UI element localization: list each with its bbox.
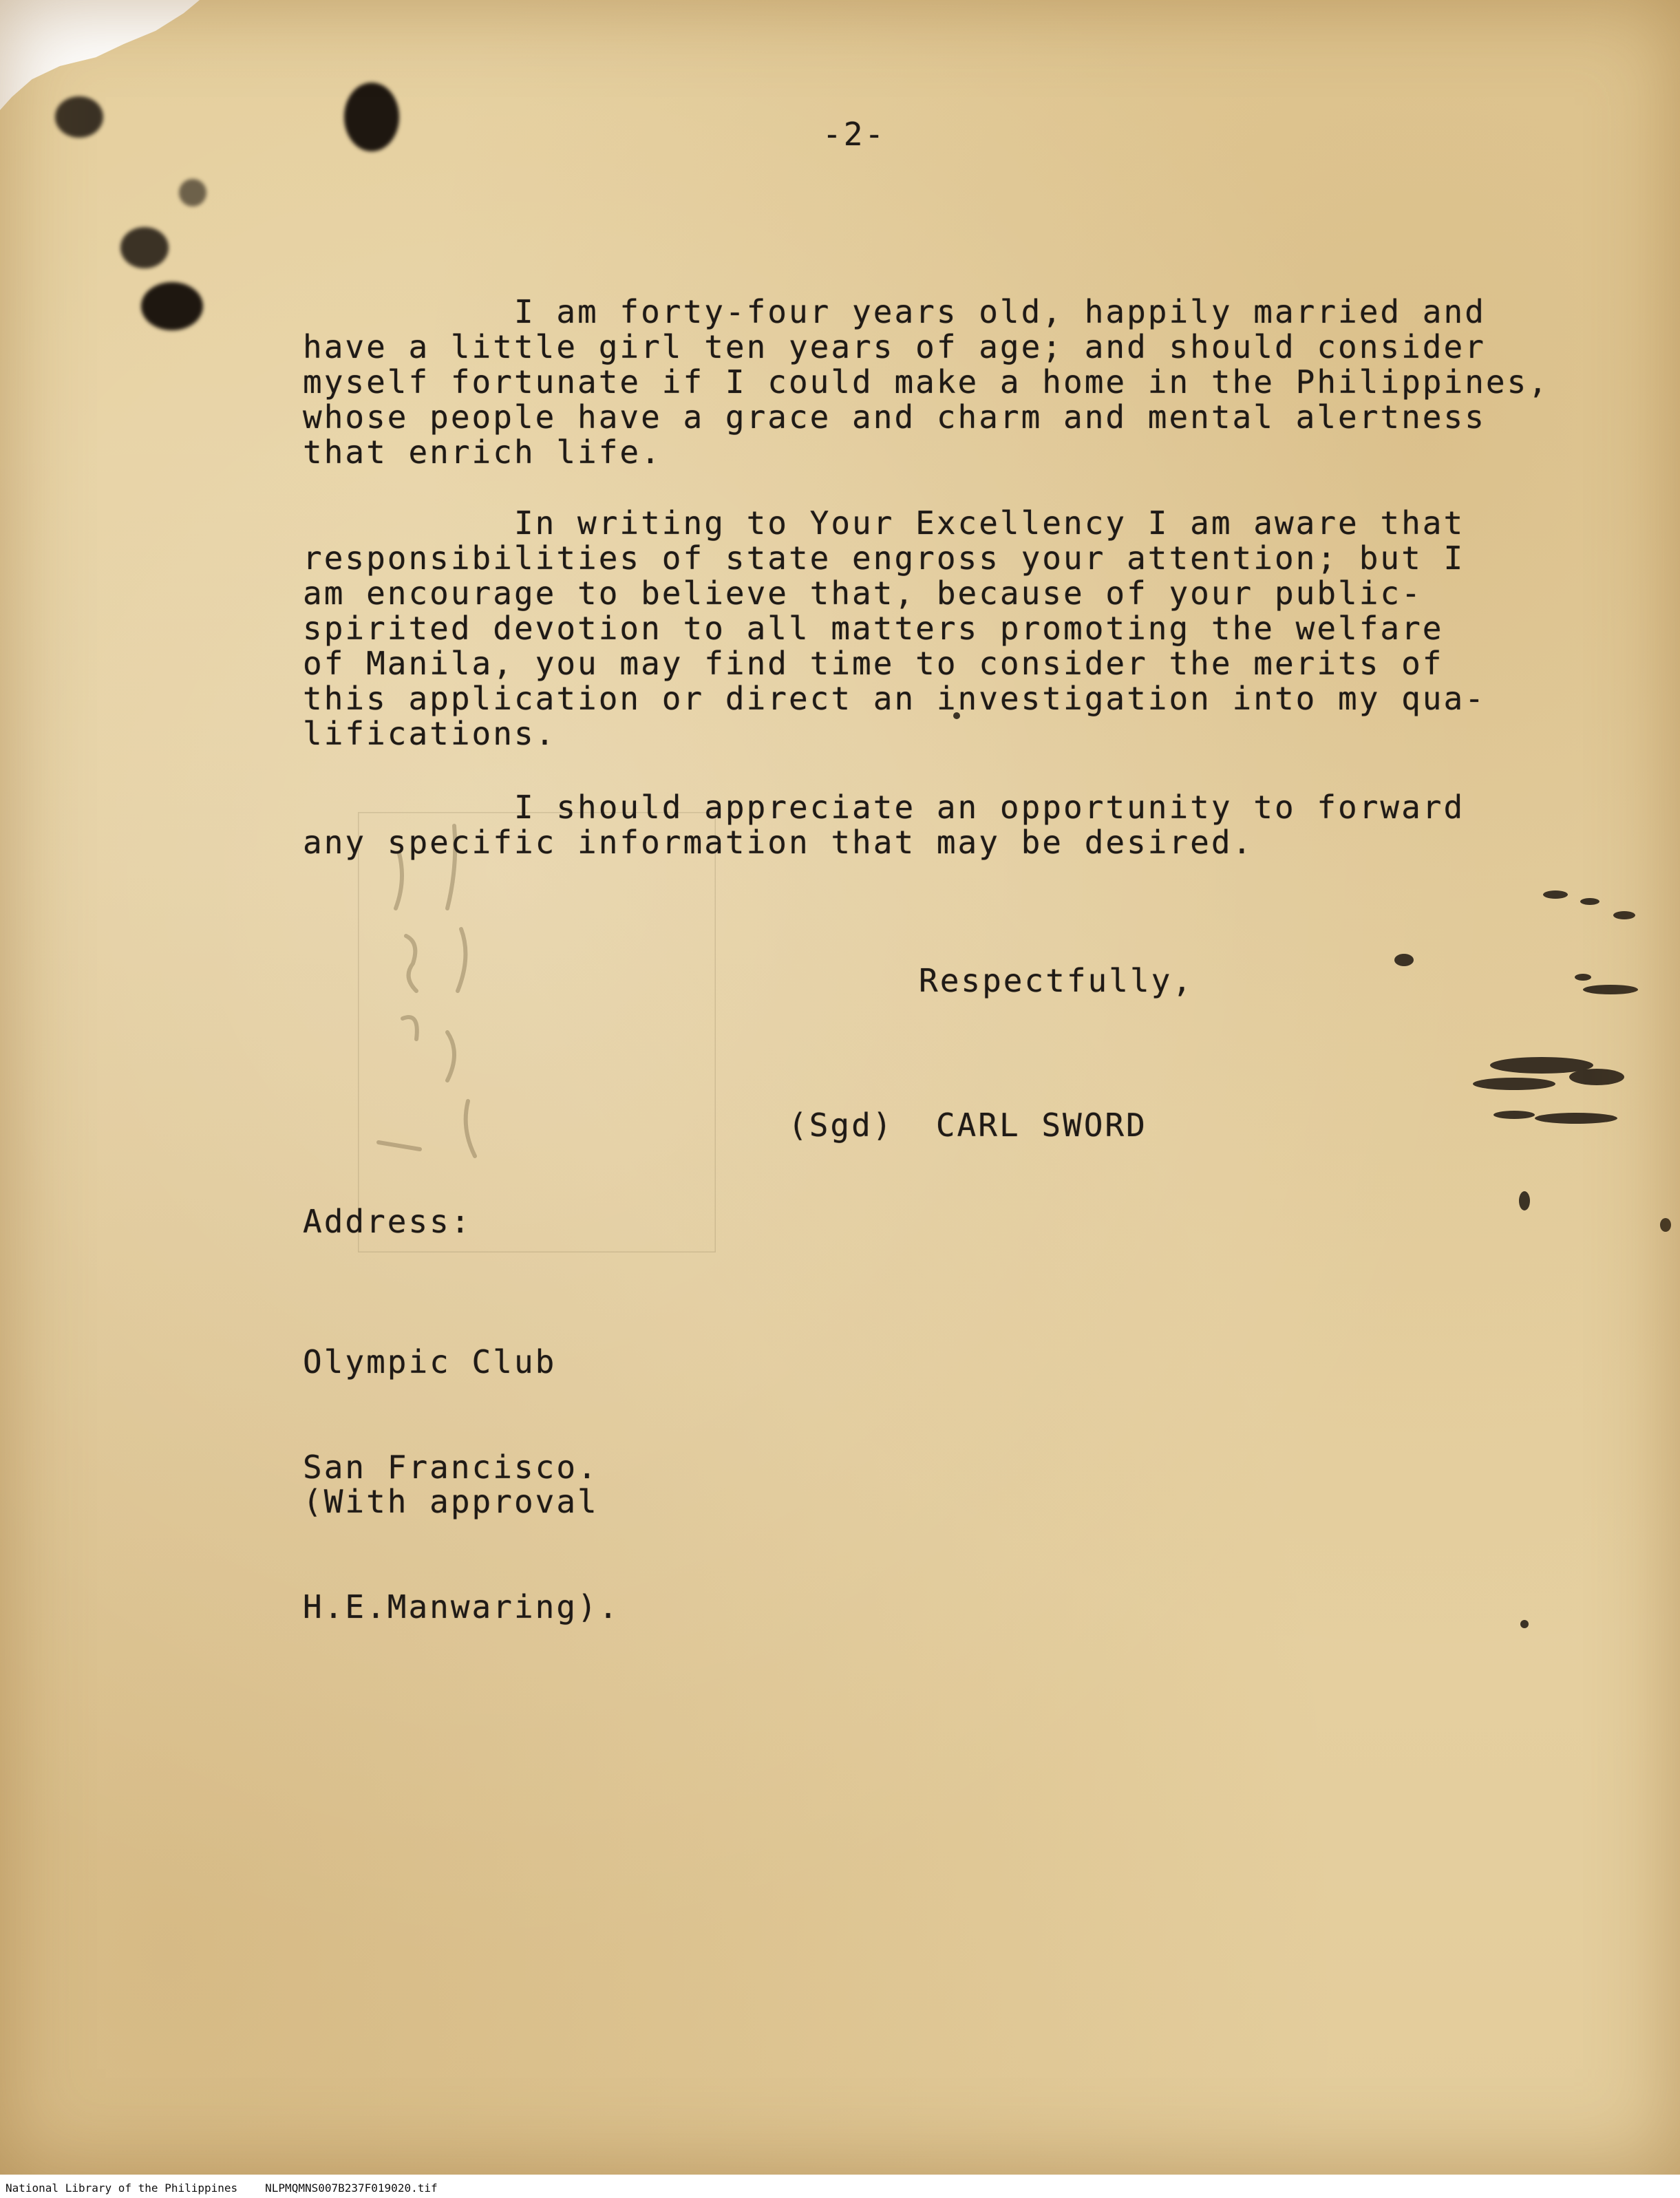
signature: (Sgd) CARL SWORD	[788, 1107, 1147, 1144]
paragraph-1: I am forty-four years old, happily married and have a little girl ten years of age; and should consider myself fortunate if I could make a home in the Philippines, whose people have a grace and charm and mental alertness that enrich life.	[303, 293, 1549, 471]
closing: Respectfully,	[919, 962, 1194, 999]
approval-line: H.E.Manwaring).	[303, 1588, 620, 1625]
paragraph-2: In writing to Your Excellency I am aware that responsibilities of state engross your attention; but I am encourage to believe that, because of your public- spirited devotion to all matters promoting the welfare of Manila, you may find time to consider the merits of this application or direct an investigation into my qua- lifications.	[303, 504, 1486, 752]
faint-stamp-marks	[358, 812, 716, 1252]
paragraph-3: I should appreciate an opportunity to forward any specific information that may be desired.	[303, 789, 1465, 861]
approval-line: (With approval	[303, 1483, 599, 1520]
footer-institution: National Library of the Philippines	[6, 2181, 238, 2195]
address-line: San Francisco.	[303, 1449, 599, 1486]
address-line: Olympic Club	[303, 1343, 557, 1380]
page-number: -2-	[822, 116, 886, 153]
archive-footer	[6, 2181, 438, 2195]
approval-note	[303, 1414, 619, 1695]
address-label: Address:	[303, 1203, 472, 1240]
footer-file-name: NLPMQMNS007B237F019020.tif	[265, 2181, 438, 2195]
